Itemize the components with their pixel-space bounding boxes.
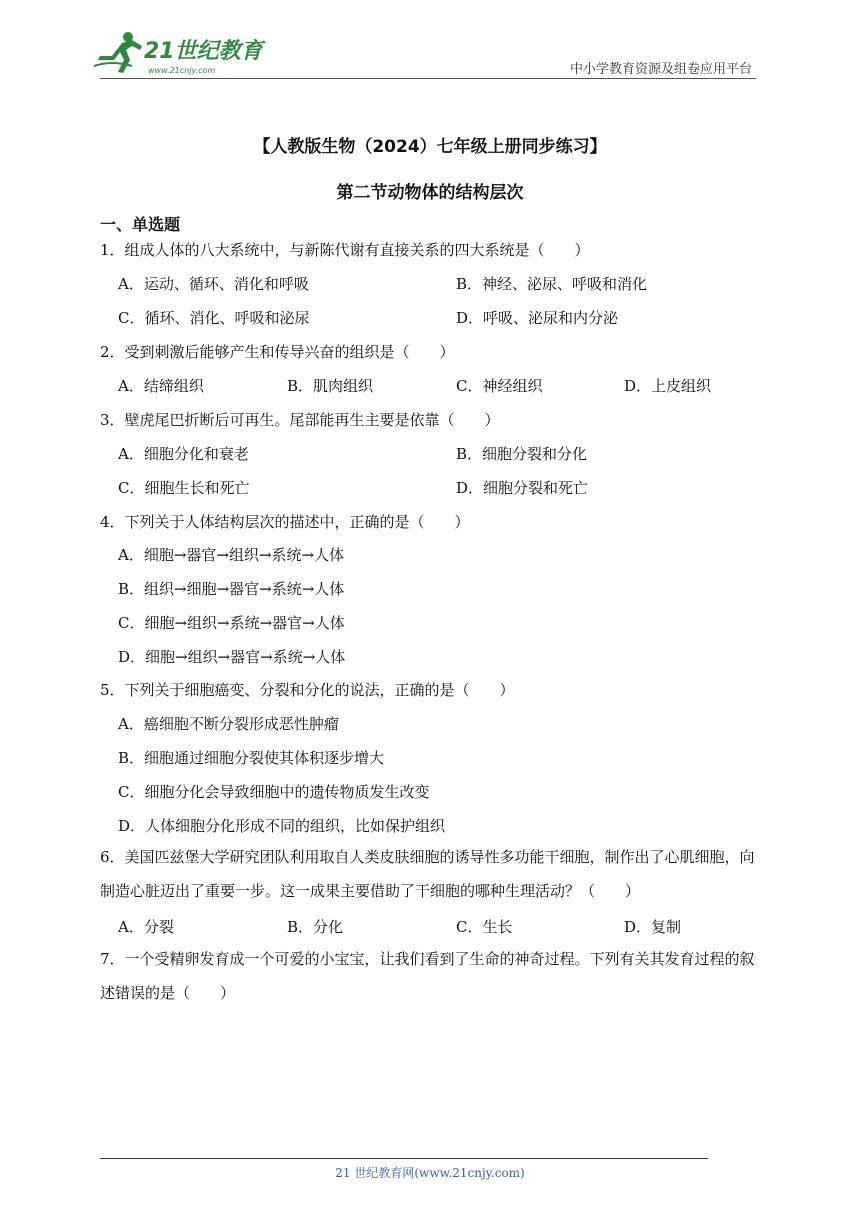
page-title: 【人教版生物（2024）七年级上册同步练习】 — [253, 137, 607, 157]
question-4-option-d[interactable]: D．细胞→组织→器官→系统→人体 — [118, 648, 346, 666]
question-4-option-c[interactable]: C．细胞→组织→系统→器官→人体 — [118, 614, 345, 632]
question-3: 3．壁虎尾巴折断后可再生。尾部能再生主要是依靠（ ） — [100, 411, 500, 429]
question-2-option-a[interactable]: A．结缔组织 — [118, 377, 204, 395]
question-4-option-b[interactable]: B．组织→细胞→器官→系统→人体 — [118, 580, 345, 598]
question-1: 1．组成人体的八大系统中，与新陈代谢有直接关系的四大系统是（ ） — [100, 241, 590, 259]
question-3-option-b[interactable]: B．细胞分裂和分化 — [456, 445, 588, 463]
page-header — [0, 0, 860, 90]
question-4: 4．下列关于人体结构层次的描述中，正确的是（ ） — [100, 513, 470, 531]
question-5: 5．下列关于细胞癌变、分裂和分化的说法，正确的是（ ） — [100, 681, 515, 699]
question-5-option-a[interactable]: A．癌细胞不断分裂形成恶性肿瘤 — [118, 715, 339, 733]
question-1-option-d[interactable]: D．呼吸、泌尿和内分泌 — [456, 309, 619, 327]
logo-text: 21世纪教育 — [144, 39, 263, 64]
header-divider — [100, 78, 756, 79]
question-7: 7．一个受精卵发育成一个可爱的小宝宝，让我们看到了生命的神奇过程。下列有关其发育过程的叙述错误的是（ ） — [100, 950, 755, 1002]
question-3-option-a[interactable]: A．细胞分化和衰老 — [118, 445, 249, 463]
question-2-option-d[interactable]: D．上皮组织 — [624, 377, 712, 395]
logo-url: www.21cnjy.com — [148, 66, 216, 75]
footer-divider — [100, 1158, 708, 1159]
question-6-option-c[interactable]: C．生长 — [456, 918, 513, 936]
question-1-option-c[interactable]: C．循环、消化、呼吸和泌尿 — [118, 309, 310, 327]
running-man-icon — [92, 30, 148, 76]
question-6-option-a[interactable]: A．分裂 — [118, 918, 174, 936]
platform-name: 中小学教育资源及组卷应用平台 — [569, 62, 752, 77]
question-1-option-a[interactable]: A．运动、循环、消化和呼吸 — [118, 275, 309, 293]
question-2: 2．受到刺激后能够产生和传导兴奋的组织是（ ） — [100, 343, 455, 361]
page-subtitle: 第二节动物体的结构层次 — [336, 183, 524, 203]
question-4-option-a[interactable]: A．细胞→器官→组织→系统→人体 — [118, 546, 345, 564]
question-3-option-d[interactable]: D．细胞分裂和死亡 — [456, 479, 589, 497]
question-2-option-b[interactable]: B．肌肉组织 — [287, 377, 374, 395]
question-1-option-b[interactable]: B．神经、泌尿、呼吸和消化 — [456, 275, 648, 293]
question-3-option-c[interactable]: C．细胞生长和死亡 — [118, 479, 250, 497]
question-6-option-d[interactable]: D．复制 — [624, 918, 682, 936]
question-5-option-d[interactable]: D．人体细胞分化形成不同的组织，比如保护组织 — [118, 817, 446, 835]
footer-link[interactable]: 21 世纪教育网(www.21cnjy.com) — [335, 1166, 525, 1180]
question-6-option-b[interactable]: B．分化 — [287, 918, 344, 936]
section-heading: 一、单选题 — [100, 215, 181, 234]
question-6: 6．美国匹兹堡大学研究团队利用取自人类皮肤细胞的诱导性多功能干细胞，制作出了心肌细胞，向制造心脏迈出了重要一步。这一成果主要借助了干细胞的哪种生理活动？（ ） — [100, 848, 755, 900]
question-5-option-c[interactable]: C．细胞分化会导致细胞中的遗传物质发生改变 — [118, 783, 430, 801]
question-5-option-b[interactable]: B．细胞通过细胞分裂使其体积逐步增大 — [118, 749, 385, 767]
question-2-option-c[interactable]: C．神经组织 — [456, 377, 543, 395]
site-logo[interactable] — [92, 30, 262, 80]
